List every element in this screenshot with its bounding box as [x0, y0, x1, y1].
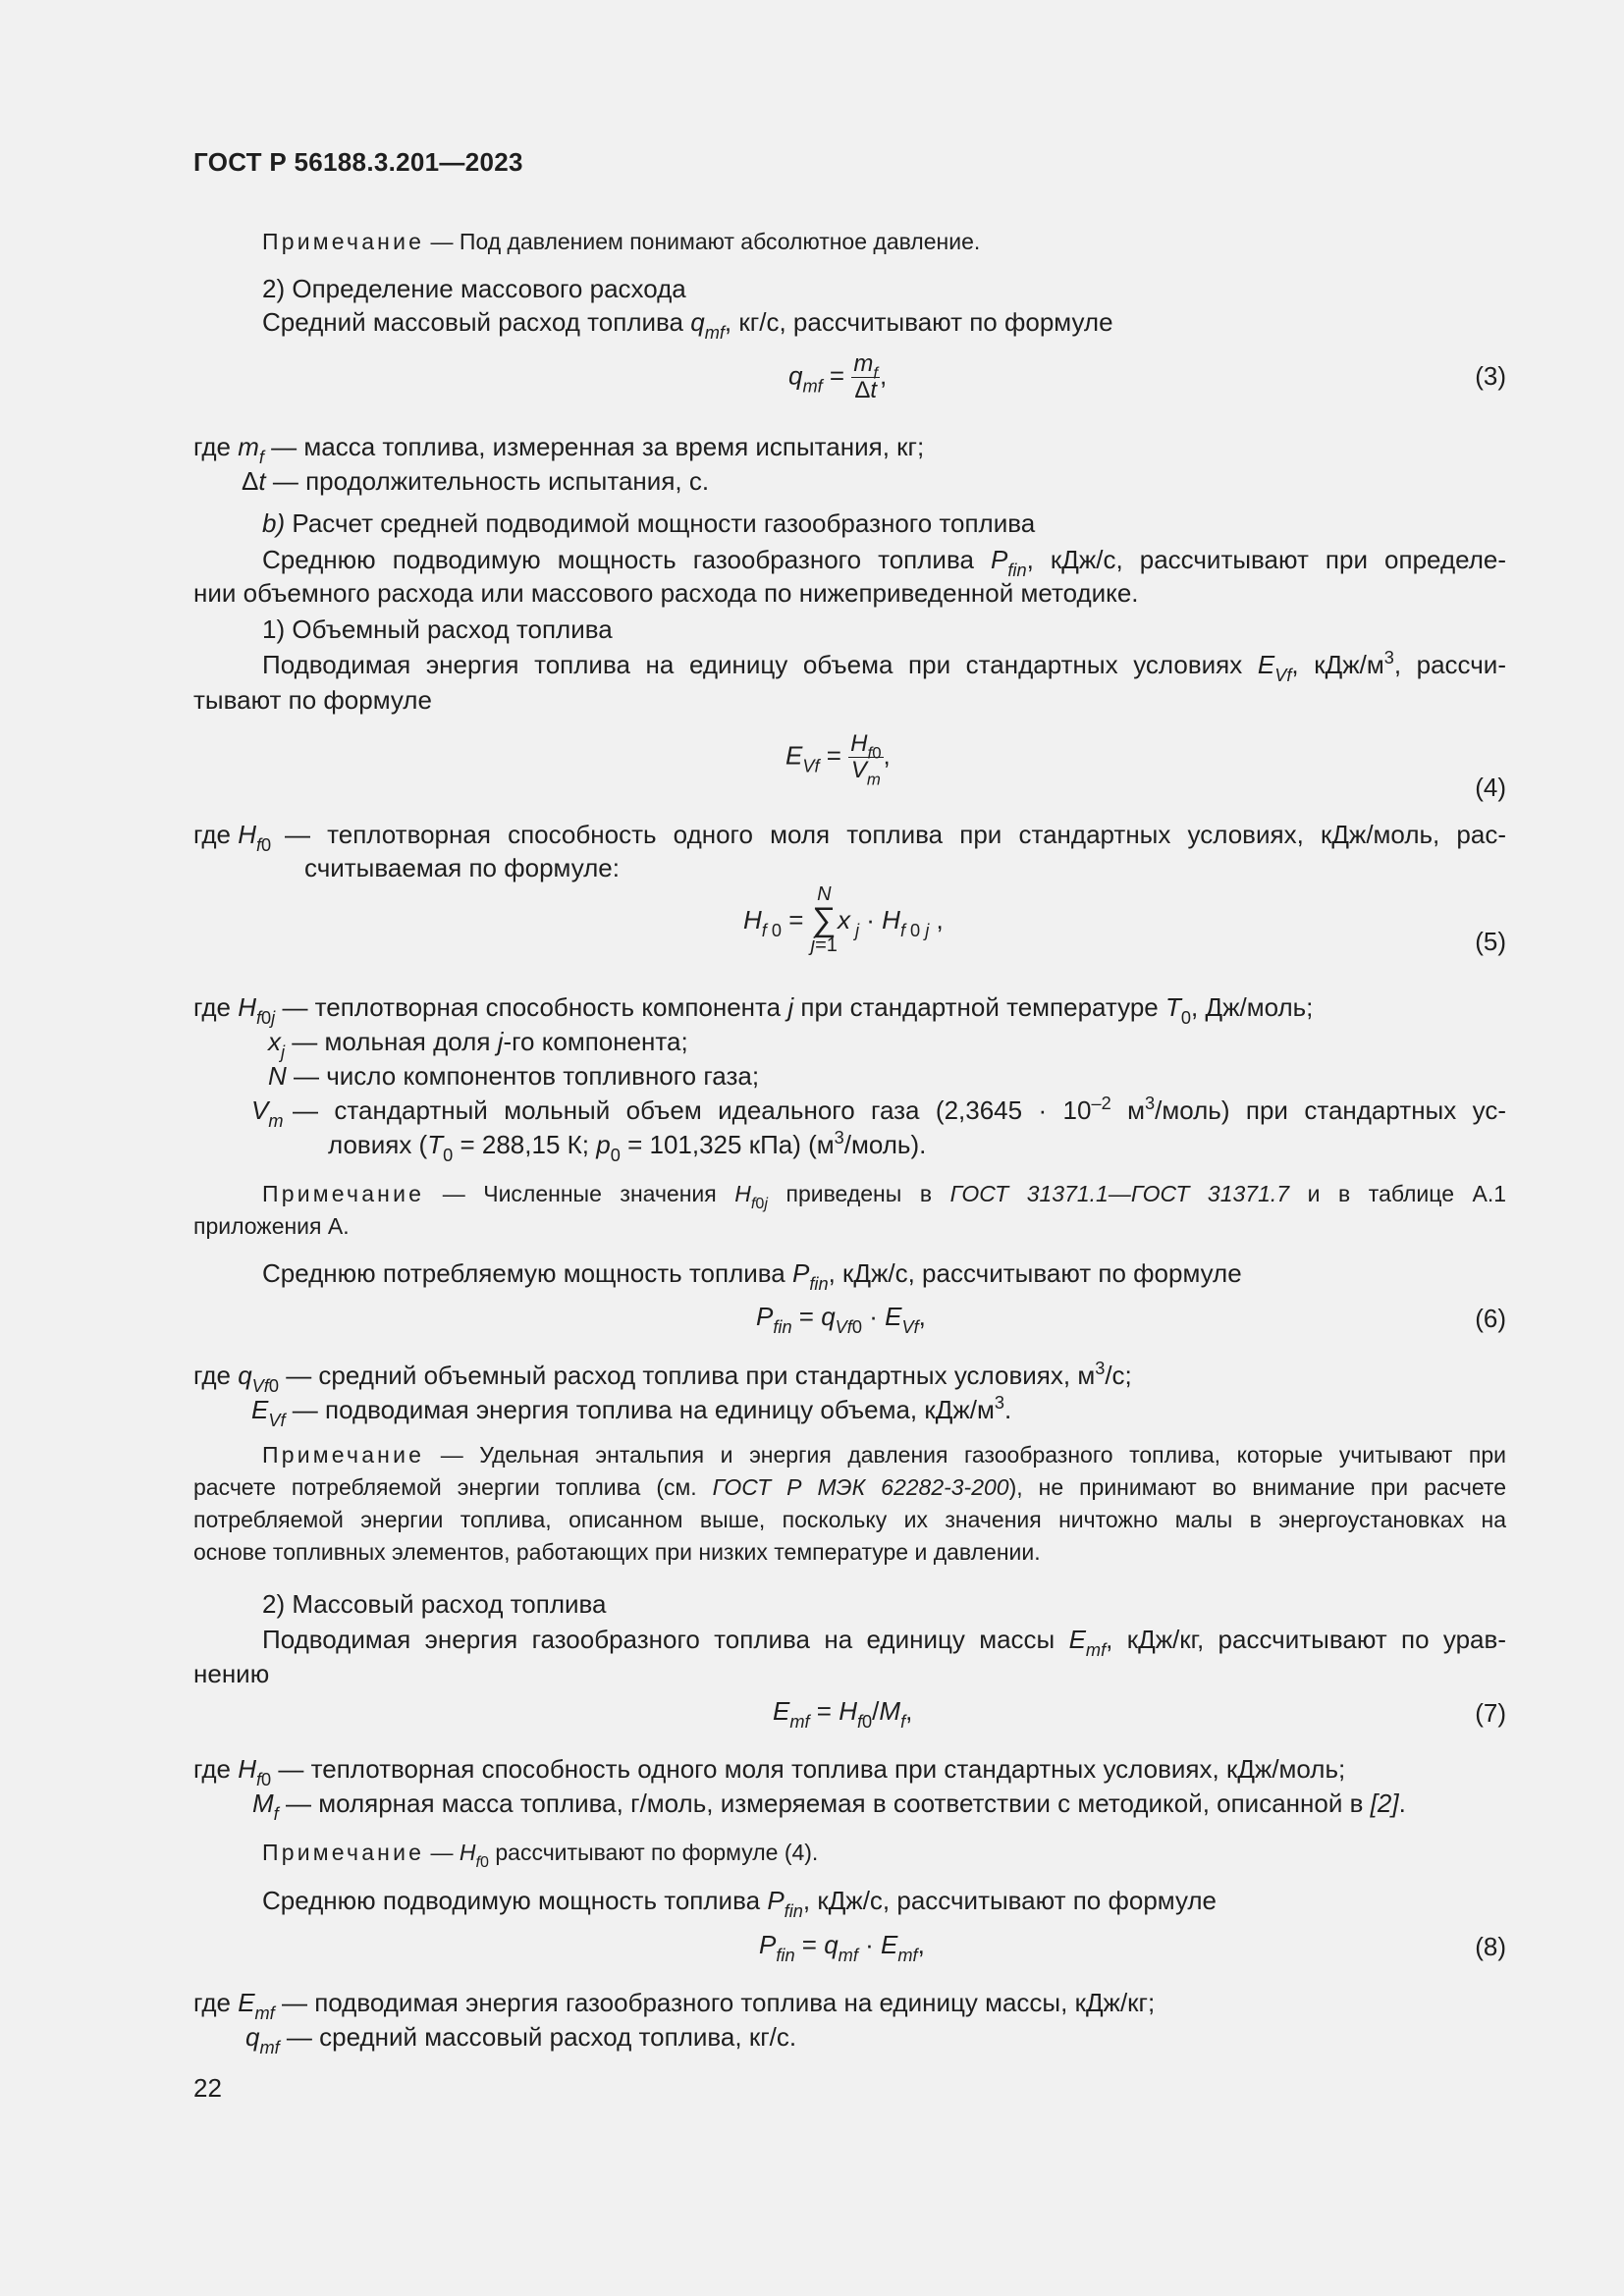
paragraph-mass2: Подводимая энергия газообразного топлива на единицу массы $E_{mf}$, кДж/кг, рассчитывают по урав- — [262, 1625, 1506, 1661]
paragraph-cons: Среднюю потребляемую мощность топлива $P_{fin}$, кДж/с, рассчитывают по формуле — [262, 1258, 1242, 1295]
page-number: 22 — [193, 2073, 222, 2103]
note-text: ), не принимают во внимание при расчете — [1008, 1474, 1506, 1500]
equation-number-6: (6) — [1475, 1304, 1506, 1333]
paragraph-b1-cont: нии объемного расхода или массового расхода по нижеприведенной методике. — [193, 578, 1139, 608]
reference-2: [2] — [1370, 1789, 1399, 1818]
where-qmf: $q_{mf}$ — средний массовый расход топлива, кг/с. — [245, 2022, 797, 2058]
note-label: Примечание — [262, 1181, 425, 1206]
where-text: = 288,15 К; — [460, 1130, 590, 1159]
section-title: Расчет средней подводимой мощности газообразного топлива — [292, 508, 1036, 538]
paragraph-vol-cont: тывают по формуле — [193, 685, 432, 715]
where-hf0j: где $H_{f0j}$ — теплотворная способность компонента j при стандартной температуре $T_0$, Дж/моль; — [193, 992, 1314, 1029]
note-enthalpy-line2 — [193, 1471, 1506, 1504]
formula-3: $q_{mf}$ = $\frac{m_f}{\Delta t}$ , — [788, 350, 888, 403]
equation-number-3: (3) — [1475, 361, 1506, 391]
note-enthalpy-line3: потребляемой энергии топлива, описанном выше, поскольку их значения ничтожно малы в энергоустановках на — [193, 1507, 1506, 1532]
note-label: Примечание — [262, 229, 425, 254]
section-letter: b) — [262, 508, 286, 538]
where-N: N — число компонентов топливного газа; — [268, 1061, 760, 1091]
where-text: — продолжительность испытания, с. — [272, 466, 710, 496]
note-reference: ГОСТ Р МЭК 62282-3-200 — [712, 1474, 1009, 1500]
paragraph-text: , кДж/кг, рассчитывают по урав- — [1106, 1625, 1506, 1654]
where-text: — теплотворная способность компонента — [282, 992, 782, 1022]
paragraph-text: Средний массовый расход топлива — [262, 307, 683, 337]
where-text: — средний массовый расход топлива, кг/с. — [286, 2022, 797, 2052]
where-text: , Дж/моль; — [1191, 992, 1314, 1022]
paragraph-text: , кДж/с, рассчитывают по формуле — [802, 1886, 1218, 1915]
paragraph-in: Среднюю подводимую мощность топлива $P_{fin}$, кДж/с, рассчитывают по формуле — [262, 1886, 1218, 1922]
paragraph-text: , кДж/м — [1291, 650, 1384, 679]
where-hf0-text: — теплотворная способность одного моля топлива при стандартных условиях, кДж/моль, рас- — [285, 820, 1506, 849]
note-enthalpy-line4: основе топливных элементов, работающих при низких температуре и давлении. — [193, 1539, 1041, 1565]
where-emf: где $E_{mf}$ — подводимая энергия газообразного топлива на единицу массы, кДж/кг; — [193, 1988, 1156, 2024]
where-Vm-cont: ловиях ($T_0 = 288,15$ К; $p_0 = 101,325$ кПа) $(м^3/моль)$. — [328, 1128, 927, 1166]
section-b-head — [262, 507, 1035, 540]
note-label: Примечание — [262, 1840, 425, 1865]
where-xj: $x_j$ — мольная доля j-го компонента; — [268, 1027, 688, 1063]
note-text: и в таблице А.1 — [1307, 1181, 1507, 1206]
where-text: -го компонента; — [503, 1027, 688, 1056]
where-text: при стандартной температуре — [800, 992, 1159, 1022]
paragraph-mass: Средний массовый расход топлива $q_{mf}$, кг/с, рассчитывают по формуле — [262, 307, 1113, 344]
where-text: — подводимая энергия топлива на единицу объема, кДж/м — [292, 1395, 995, 1424]
paragraph-text: Среднюю потребляемую мощность топлива — [262, 1258, 785, 1288]
equation-number-5: (5) — [1475, 927, 1506, 956]
paragraph-mass2-head: 2) Массовый расход топлива — [262, 1589, 607, 1619]
paragraph-text: Подводимая энергия газообразного топлива на единицу массы — [262, 1625, 1056, 1654]
where-word: где — [193, 992, 231, 1022]
where-text: — теплотворная способность одного моля топлива при стандартных условиях, кДж/моль; — [278, 1754, 1346, 1784]
note-reference: ГОСТ 31371.1—ГОСТ 31371.7 — [949, 1181, 1290, 1206]
where-text: /моль). — [843, 1130, 927, 1159]
where-hf0-cont: считываемая по формуле: — [304, 853, 620, 882]
where-word: где — [193, 1988, 231, 2017]
note-text: расчете потребляемой энергии топлива (см. — [193, 1474, 697, 1500]
where-text: — число компонентов топливного газа; — [294, 1061, 760, 1091]
paragraph-text: , кДж/с, рассчитывают по формуле — [828, 1258, 1242, 1288]
paragraph-mass2-cont: нению — [193, 1659, 270, 1688]
where-text: — средний объемный расход топлива при стандартных условиях, м — [286, 1361, 1096, 1390]
where-text: — масса топлива, измеренная за время испытания, кг; — [271, 432, 925, 461]
note-text: — Численные значения — [442, 1181, 717, 1206]
paragraph-text: Среднюю подводимую мощность топлива — [262, 1886, 761, 1915]
note-text: — Удельная энтальпия и энергия давления газообразного топлива, которые учитывают при — [440, 1442, 1506, 1468]
note-label: Примечание — [262, 1442, 425, 1468]
where-text: = 101,325 кПа) (м — [627, 1130, 835, 1159]
paragraph-mass-head: 2) Определение массового расхода — [262, 274, 686, 303]
where-hf0: где $H_{f0}$ — [193, 820, 272, 856]
paragraph-vol: Подводимая энергия топлива на единицу объема при стандартных условиях $E_{Vf}$, кДж/$м^3$, рассчи- — [262, 648, 1506, 686]
formula-5: $H_{f 0} = N$ ∑ j=1x $_j \cdot H_{f 0 j}$ , — [743, 883, 944, 956]
where-word: где — [193, 1754, 231, 1784]
where-text: — стандартный мольный объем идеального газа (2,3645 · 10 — [293, 1095, 1092, 1125]
formula-4: $E_{Vf}$ = $\frac{H_{f0}}{V_m}$ , — [785, 730, 891, 789]
where-text: — подводимая энергия газообразного топлива на единицу массы, кДж/кг; — [281, 1988, 1156, 2017]
equation-number-7: (7) — [1475, 1698, 1506, 1728]
where-text: — мольная доля — [292, 1027, 491, 1056]
paragraph-vol-head: 1) Объемный расход топлива — [262, 614, 613, 644]
formula-6: $P_{fin} = q_{Vf0} \cdot E_{Vf}$, — [756, 1302, 926, 1338]
paragraph-text: Подводимая энергия топлива на единицу объема при стандартных условиях — [262, 650, 1243, 679]
where-text: ловиях ( — [328, 1130, 428, 1159]
note-pressure — [262, 226, 980, 258]
formula-7: $E_{mf} = H_{f0}/M_f$, — [773, 1696, 913, 1733]
page-header: ГОСТ Р 56188.3.201—2023 — [193, 147, 523, 177]
where-text: — молярная масса топлива, г/моль, измеряемая в соответствии с методикой, описанной в — [285, 1789, 1364, 1818]
where-word: где — [193, 432, 231, 461]
note-text: рассчитывают по формуле (4). — [495, 1840, 819, 1865]
where-evf: $E_{Vf}$ — подводимая энергия топлива на единицу объема, кДж/$м^3$. — [251, 1393, 1012, 1431]
where-Mf: $M_f$ — молярная масса топлива, г/моль, измеряемая в соответствии с методикой, описанной в [2]. — [252, 1789, 1406, 1825]
where-text: /с; — [1105, 1361, 1132, 1390]
where-word: где — [193, 1361, 231, 1390]
where-qvf0: где $q_{Vf0}$ — средний объемный расход топлива при стандартных условиях, $м^3/с$; — [193, 1359, 1132, 1397]
where-hf0-2: где $H_{f0}$ — теплотворная способность одного моля топлива при стандартных условиях, кДж/моль; — [193, 1754, 1346, 1790]
where-Vm: $V_m$ — [251, 1095, 284, 1132]
paragraph-text: , кДж/с, рассчитывают при определе- — [1026, 545, 1506, 574]
where-dt: Δt — продолжительность испытания, с. — [242, 466, 710, 496]
formula-8: $P_{fin} = q_{mf} \cdot E_{mf}$, — [759, 1930, 925, 1966]
equation-number-4: (4) — [1475, 773, 1506, 802]
where-text: /моль) при стандартных ус- — [1155, 1095, 1506, 1125]
note-text: — Под давлением понимают абсолютное давление. — [430, 229, 981, 254]
equation-number-8: (8) — [1475, 1932, 1506, 1961]
paragraph-b1: Среднюю подводимую мощность газообразного топлива $P_{fin}$, кДж/с, рассчитывают при определе- — [262, 545, 1506, 581]
note-numerical: Примечание — Численные значения $H_{f0j}$ приведены в ГОСТ 31371.1—ГОСТ 31371.7 и в таблице А.1 — [262, 1181, 1507, 1213]
paragraph-text: Среднюю подводимую мощность газообразного топлива — [262, 545, 974, 574]
where-Vm-text: — стандартный мольный объем идеального газа ($2,3645 \cdot 10^{-2}$ $м^3/моль$) при стандартных ус- — [293, 1094, 1506, 1125]
where-mf: где $m_f$ — масса топлива, измеренная за время испытания, кг; — [193, 432, 925, 468]
note-text: приведены в — [785, 1181, 933, 1206]
where-text: м — [1127, 1095, 1145, 1125]
note-numerical-cont: приложения А. — [193, 1213, 350, 1239]
note-enthalpy — [262, 1439, 1506, 1471]
where-word: где — [193, 820, 231, 849]
note-hf0: Примечание — $H_{f0}$ рассчитывают по формуле (4). — [262, 1840, 819, 1872]
paragraph-text: , рассчи- — [1393, 650, 1506, 679]
paragraph-text: , кг/с, рассчитывают по формуле — [724, 307, 1113, 337]
